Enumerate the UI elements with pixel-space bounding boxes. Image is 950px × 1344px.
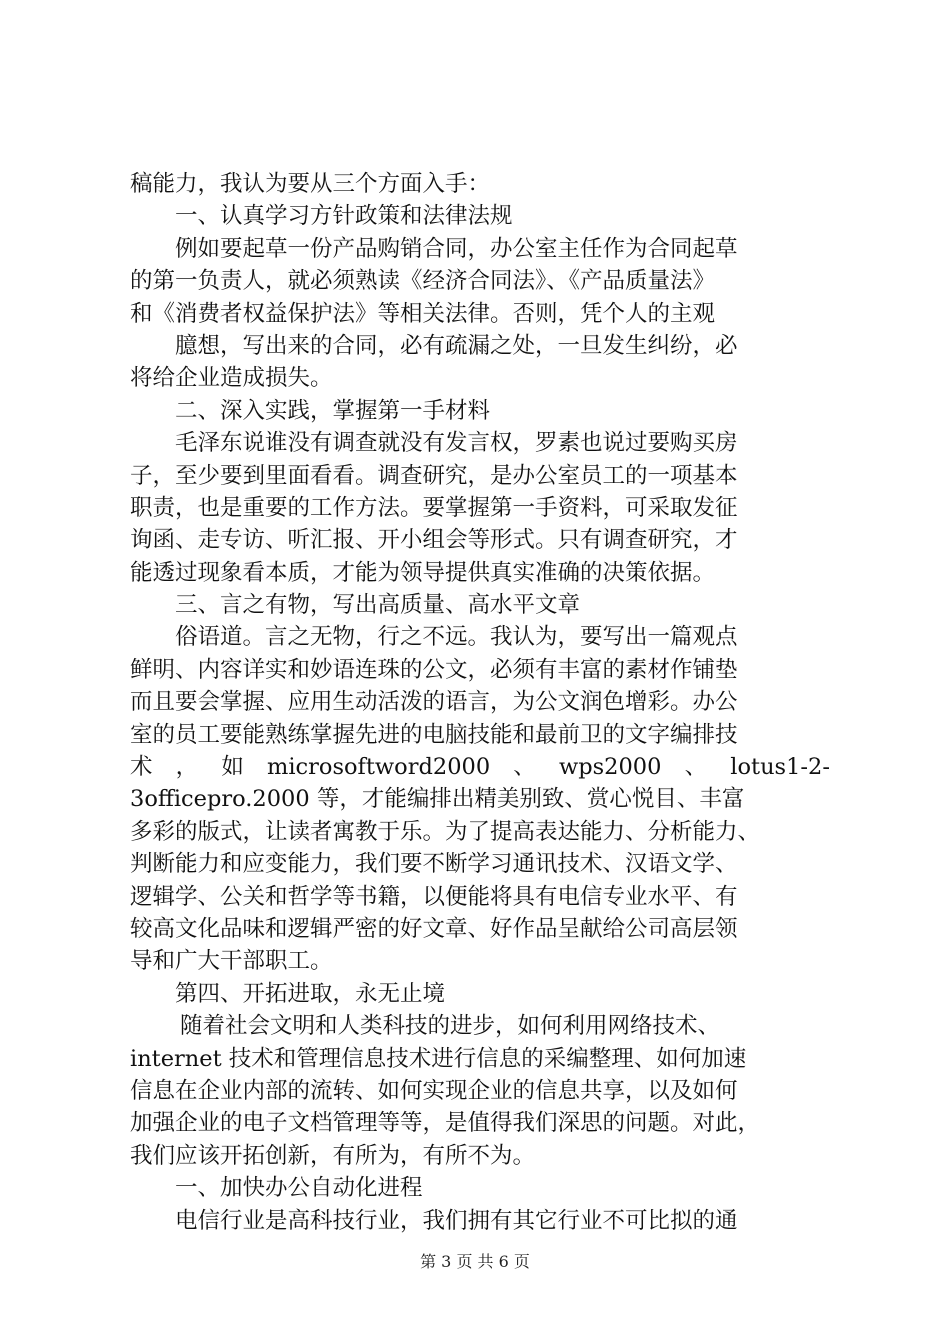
section-heading: 一、加快办公自动化进程	[175, 1175, 423, 1202]
page-number-footer: 第 3 页 共 6 页	[420, 1252, 530, 1271]
text-line: 逻辑学、公关和哲学等书籍，以便能将具有电信专业水平、有	[130, 883, 738, 910]
section-heading: 二、深入实践，掌握第一手材料	[175, 397, 491, 424]
text-word: wps2000	[558, 754, 662, 781]
text-line: 信息在企业内部的流转、如何实现企业的信息共享，以及如何	[130, 1077, 738, 1104]
text-line: 加强企业的电子文档管理等等，是值得我们深思的问题。对此，	[130, 1110, 761, 1137]
text-line: 将给企业造成损失。	[130, 365, 333, 392]
text-line: 我们应该开拓创新，有所为，有所不为。	[130, 1142, 536, 1169]
text-line: 判断能力和应变能力，我们要不断学习通讯技术、汉语文学、	[130, 851, 738, 878]
text-word: 、	[684, 754, 708, 781]
text-word: 如	[221, 754, 244, 781]
text-word: lotus1-2-	[730, 754, 830, 781]
text-line: 能透过现象看本质，才能为领导提供真实准确的决策依据。	[130, 559, 716, 586]
text-line: 而且要会掌握、应用生动活泼的语言，为公文润色增彩。办公	[130, 689, 738, 716]
section-heading: 一、认真学习方针政策和法律法规	[175, 203, 513, 230]
paragraph-start: 毛泽东说谁没有调查就没有发言权，罗素也说过要购买房	[175, 430, 738, 457]
text-line: internet 技术和管理信息技术进行信息的采编整理、如何加速	[130, 1045, 747, 1072]
text-word: 术	[130, 754, 153, 781]
text-line: 较高文化品味和逻辑严密的好文章、好作品呈献给公司高层领	[130, 915, 738, 942]
text-line: 询函、走专访、听汇报、开小组会等形式。只有调查研究，才	[130, 527, 738, 554]
text-line: 职责，也是重要的工作方法。要掌握第一手资料，可采取发征	[130, 494, 738, 521]
text-line: 多彩的版式，让读者寓教于乐。为了提高表达能力、分析能力、	[130, 818, 761, 845]
justified-text-line	[130, 751, 830, 783]
text-line: 室的员工要能熟练掌握先进的电脑技能和最前卫的文字编排技	[130, 721, 738, 748]
paragraph-start: 臆想，写出来的合同，必有疏漏之处，一旦发生纠纷，必	[175, 332, 738, 359]
text-line: 和《消费者权益保护法》等相关法律。否则，凭个人的主观	[130, 300, 716, 327]
paragraph-start: 电信行业是高科技行业，我们拥有其它行业不可比拟的通	[175, 1207, 738, 1234]
text-line: 稿能力，我认为要从三个方面入手：	[130, 171, 491, 197]
text-line: 的第一负责人，就必须熟读《经济合同法》、《产品质量法》	[130, 268, 716, 295]
text-line: 鲜明、内容详实和妙语连珠的公文，必须有丰富的素材作铺垫	[130, 656, 738, 683]
text-line: 导和广大干部职工。	[130, 948, 333, 975]
text-word: microsoftword2000	[267, 754, 491, 781]
paragraph-start: 随着社会文明和人类科技的进步，如何利用网络技术、	[180, 1013, 721, 1040]
text-line: 子，至少要到里面看看。调查研究，是办公室员工的一项基本	[130, 462, 738, 489]
text-line: 3officepro.2000 等，才能编排出精美别致、赏心悦目、丰富	[130, 786, 745, 813]
paragraph-start: 例如要起草一份产品购销合同，办公室主任作为合同起草	[175, 235, 738, 262]
text-word: ，	[175, 754, 199, 781]
section-heading: 第四、开拓进取，永无止境	[175, 980, 446, 1007]
section-heading: 三、言之有物，写出高质量、高水平文章	[175, 592, 581, 619]
document-body	[130, 168, 830, 1237]
paragraph-start: 俗语道。言之无物，行之不远。我认为，要写出一篇观点	[175, 624, 738, 651]
text-word: 、	[513, 754, 536, 781]
